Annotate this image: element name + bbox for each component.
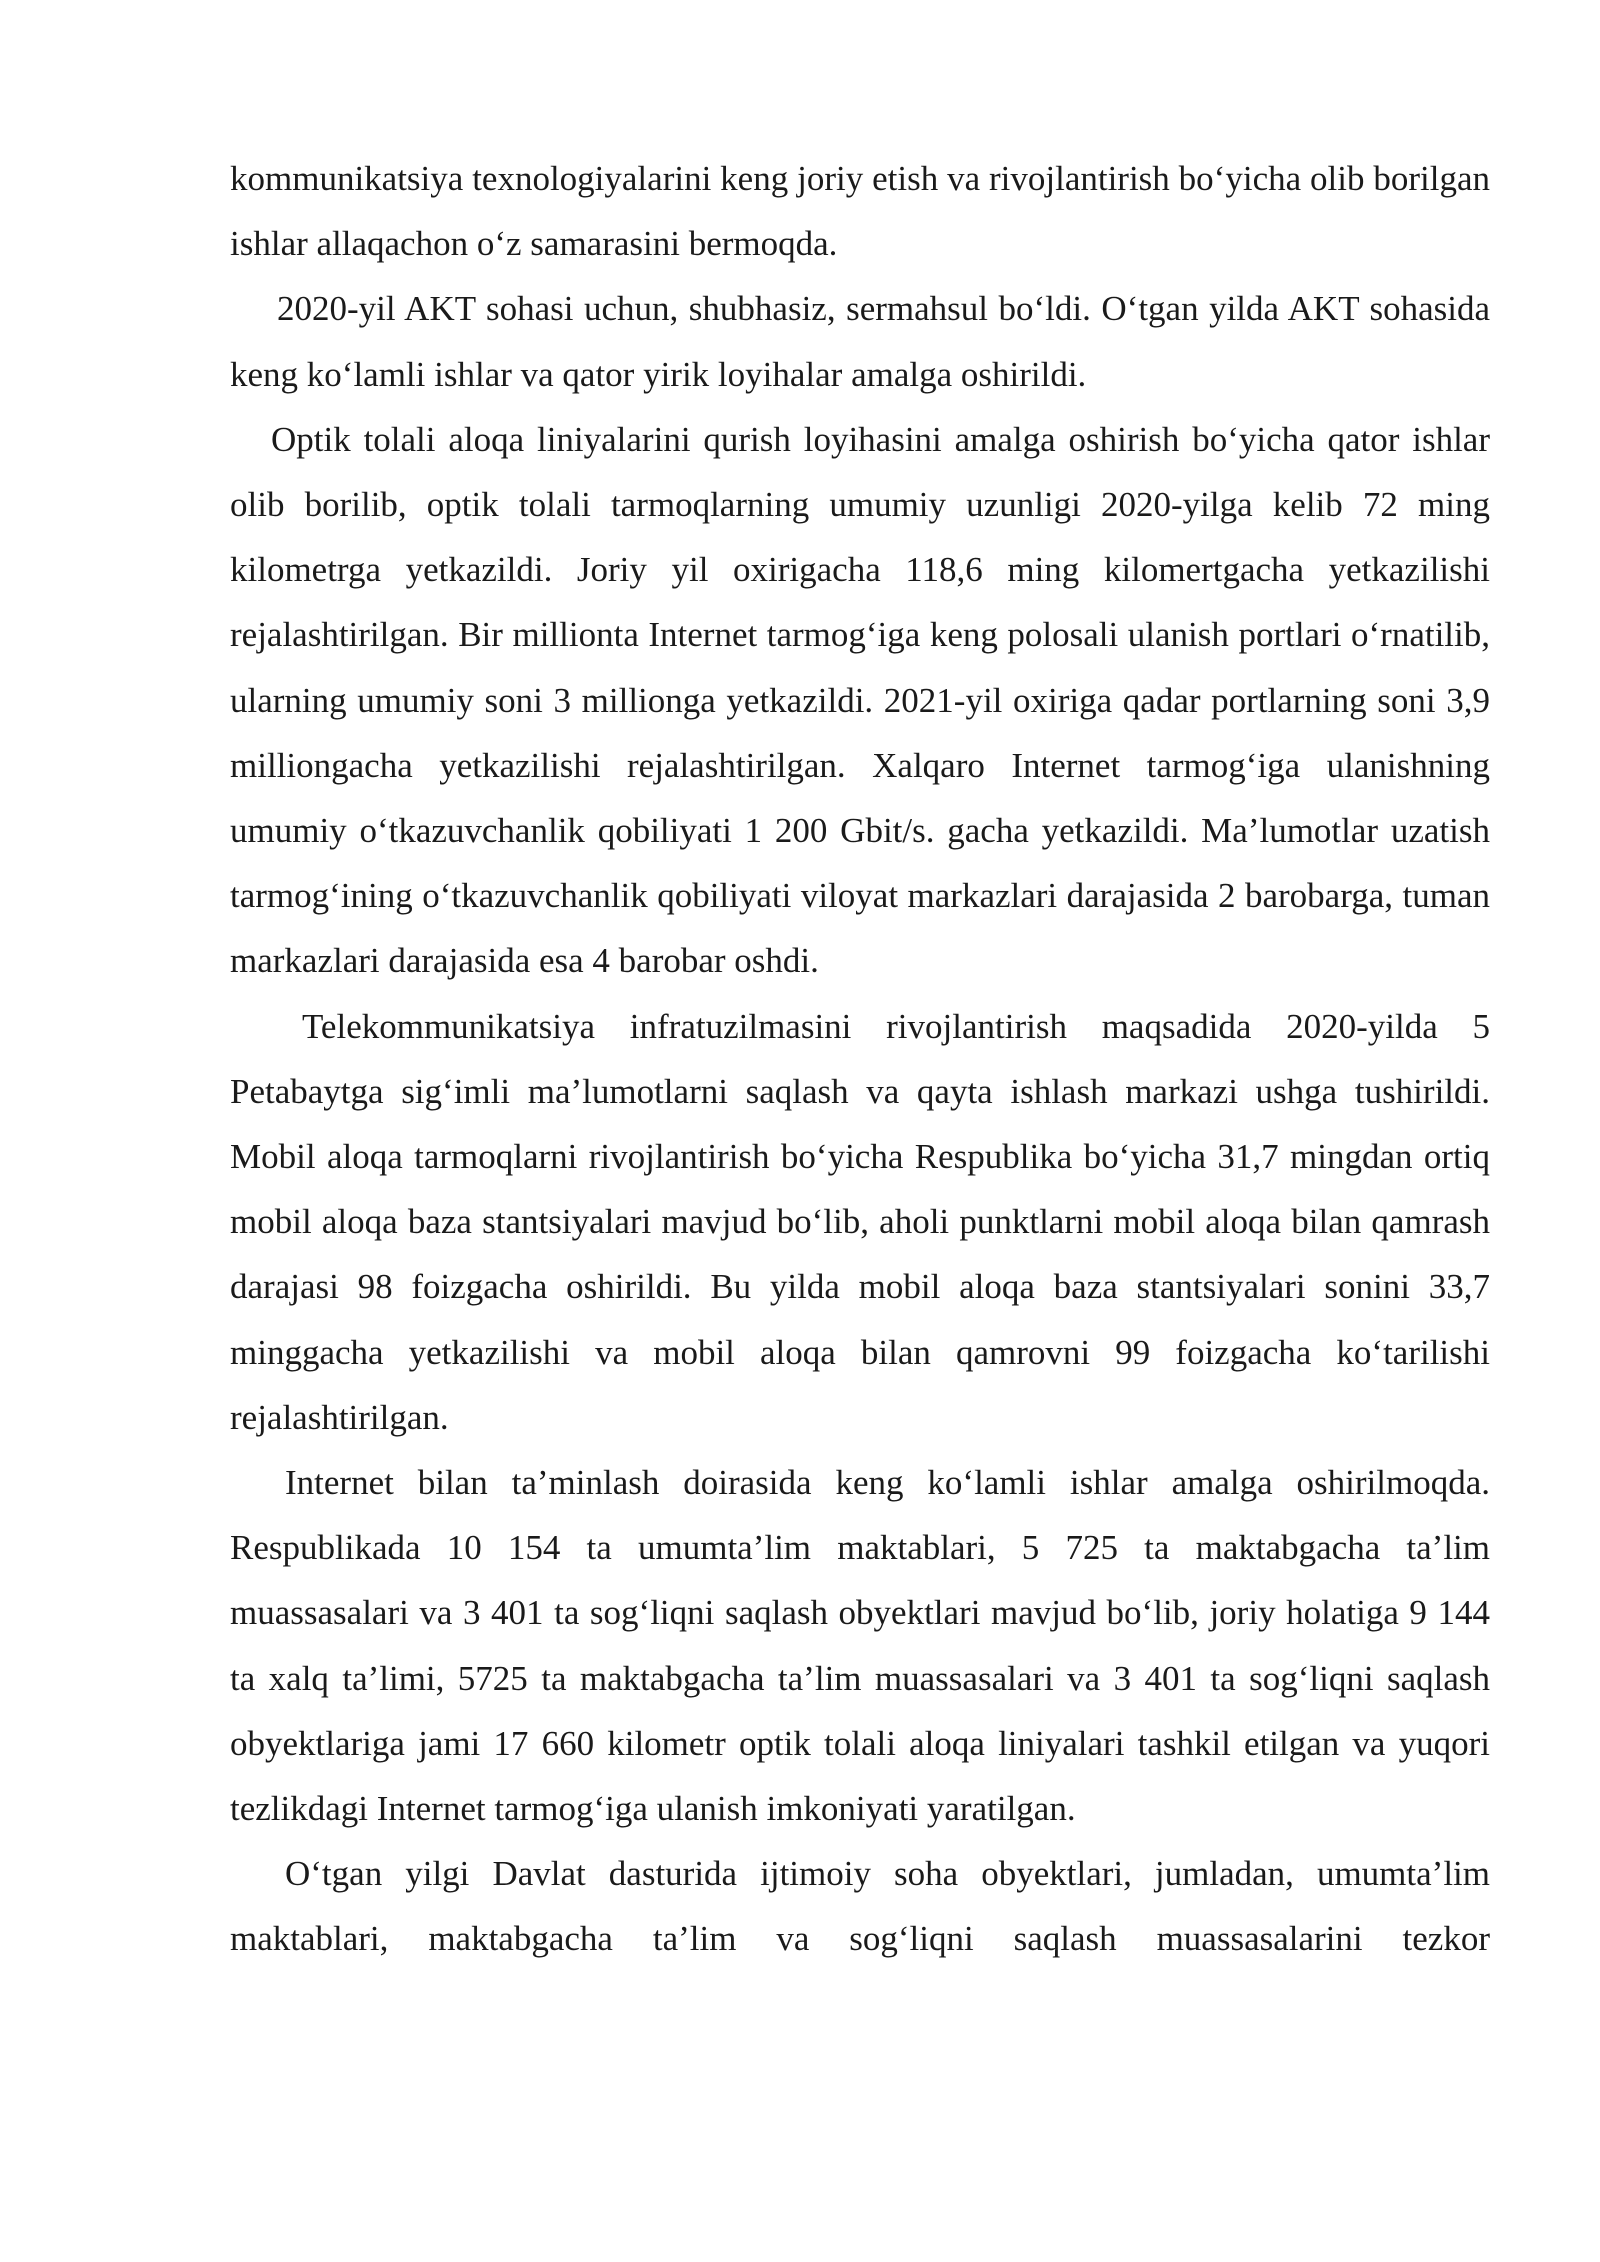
paragraph-5: Internet bilan ta’minlash doirasida keng ko‘lamli ishlar amalga oshirilmoqda. Respublikada 10 154 ta umumta’lim maktablari, 5 725 ta maktabgacha ta’lim muassasalari va 3 401 ta sog‘liqni saqlash obyektlari mavjud bo‘lib, joriy holatiga 9 144 ta xalq ta’limi, 5725 ta maktabgacha ta’lim muassasalari va 3 401 ta sog‘liqni saqlash obyektlariga jami 17 660 kilometr optik tolali aloqa liniyalari tashkil etilgan va yuqori tezlikdagi Internet tarmog‘iga ulanish imkoniyati yaratilgan. — [230, 1463, 1490, 1829]
paragraph-6: O‘tgan yilgi Davlat dasturida ijtimoiy soha obyektlari, jumladan, umumta’lim maktablari, maktabgacha ta’lim va sog‘liqni saqlash muassasalarini tezkor — [230, 1854, 1490, 1959]
paragraph-3: Optik tolali aloqa liniyalarini qurish loyihasini amalga oshirish bo‘yicha qator ishlar olib borilib, optik tolali tarmoqlarning umumiy uzunligi 2020-yilga kelib 72 ming kilometrga yetkazildi. Joriy yil oxirigacha 118,6 ming kilomertgacha yetkazilishi rejalashtirilgan. Bir millionta Internet tarmog‘iga keng polosali ulanish portlari o‘rnatilib, ularning umumiy soni 3 millionga yetkazildi. 2021-yil oxiriga qadar portlarning soni 3,9 milliongacha yetkazilishi rejalashtirilgan. Xalqaro Internet tarmog‘iga ulanishning umumiy o‘tkazuvchanlik qobiliyati 1 200 Gbit/s. gacha yetkazildi. Ma’lumotlar uzatish tarmog‘ining o‘tkazuvchanlik qobiliyati viloyat markazlari darajasida 2 barobarga, tuman markazlari darajasida esa 4 barobar oshdi. — [230, 419, 1490, 981]
paragraph-2: 2020-yil AKT sohasi uchun, shubhasiz, sermahsul bo‘ldi. O‘tgan yilda AKT sohasida keng ko‘lamli ishlar va qator yirik loyihalar amalga oshirildi. — [230, 289, 1490, 394]
body-text — [230, 146, 1490, 1972]
paragraph-1: kommunikatsiya texnologiyalarini keng joriy etish va rivojlantirish bo‘yicha olib borilgan ishlar allaqachon o‘z samarasini bermoqda. — [230, 159, 1490, 264]
paragraph-4: Telekommunikatsiya infratuzilmasini rivojlantirish maqsadida 2020-yilda 5 Petabaytga sig‘imli ma’lumotlarni saqlash va qayta ishlash markazi ushga tushirildi. Mobil aloqa tarmoqlarni rivojlantirish bo‘yicha Respublika bo‘yicha 31,7 mingdan ortiq mobil aloqa baza stantsiyalari mavjud bo‘lib, aholi punktlarni mobil aloqa bilan qamrash darajasi 98 foizgacha oshirildi. Bu yilda mobil aloqa baza stantsiyalari sonini 33,7 minggacha yetkazilishi va mobil aloqa bilan qamrovni 99 foizgacha ko‘tarilishi rejalashtirilgan. — [230, 1006, 1490, 1437]
